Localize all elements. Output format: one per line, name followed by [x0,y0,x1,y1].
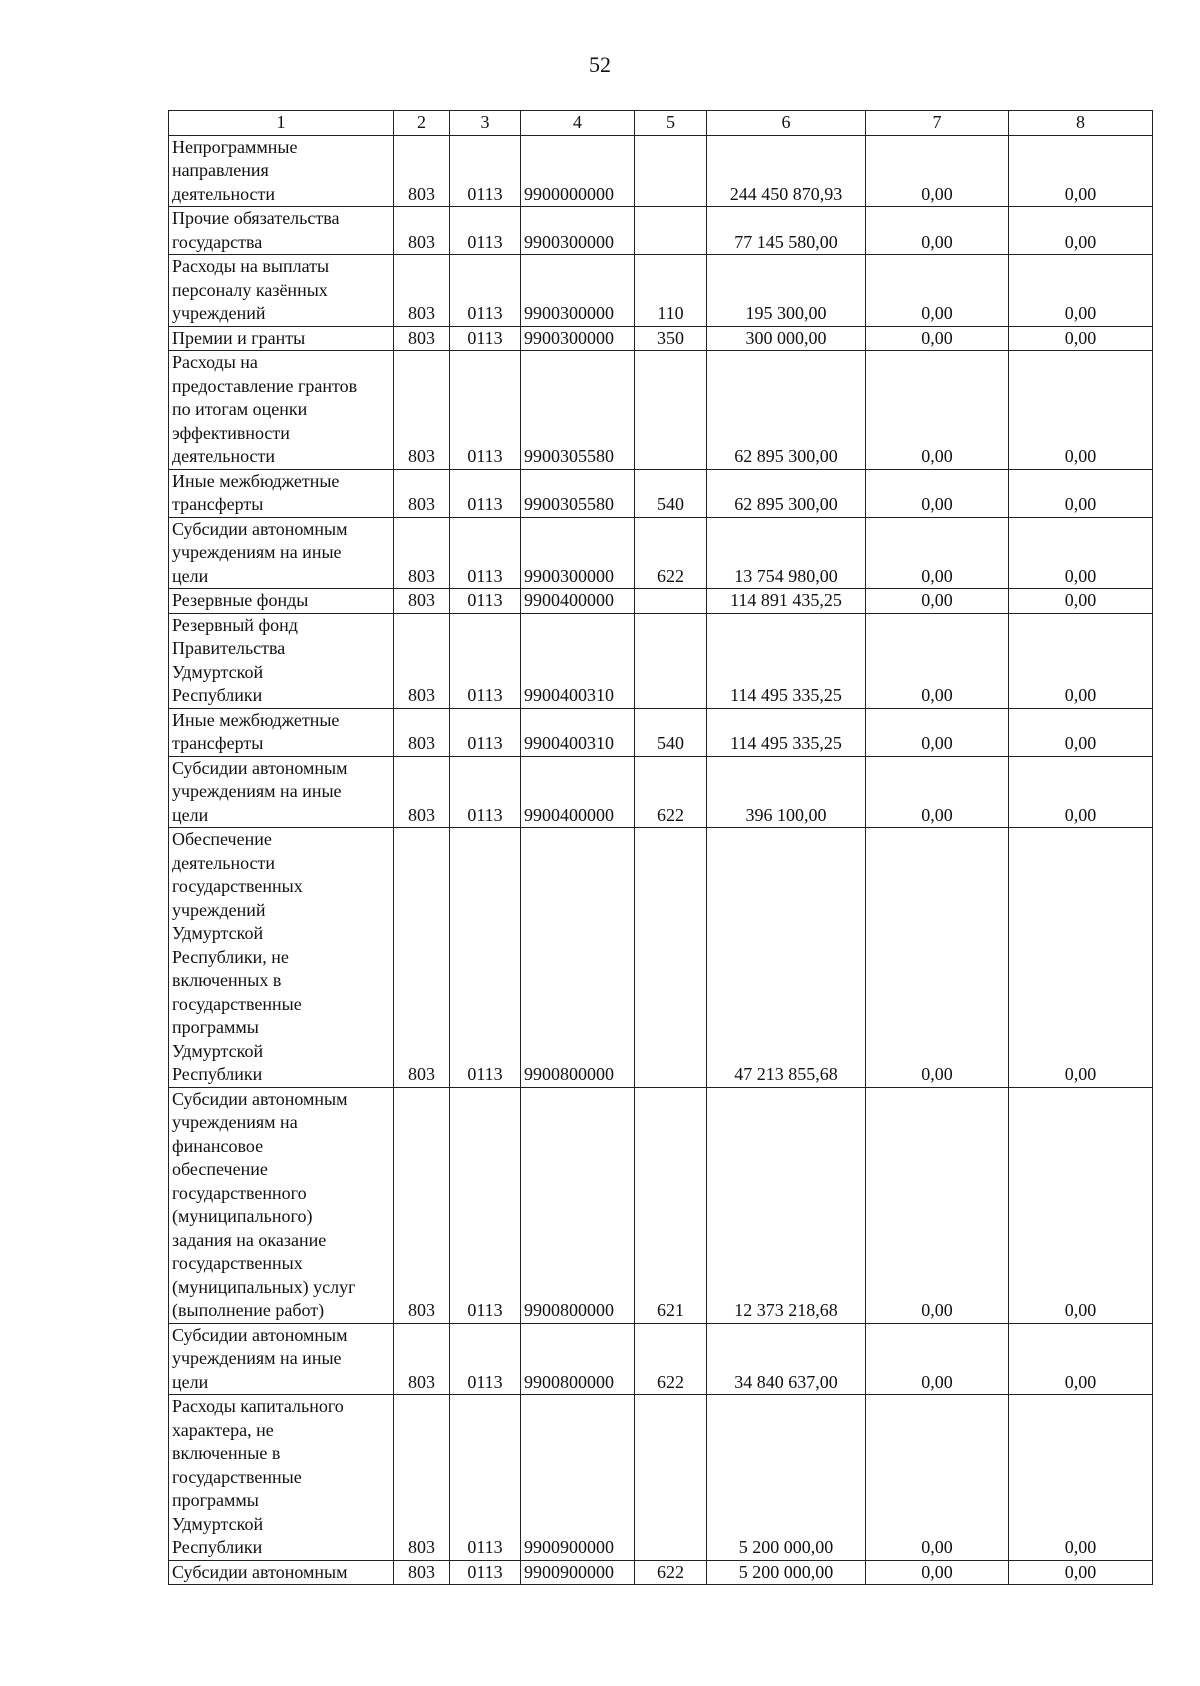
row-name-line: Республики [172,1064,263,1084]
expense-type-cell: 622 [635,1323,707,1395]
ministry-code-cell: 803 [394,517,450,589]
row-name-line: Субсидии автономным [172,1088,348,1109]
amount-cell: 0,00 [866,756,1009,828]
row-name-line: направления [172,160,269,180]
row-name-line: учреждениям на иные [172,542,342,562]
amount-cell: 0,00 [866,469,1009,517]
row-name-line: Прочие обязательства [172,208,340,228]
ministry-code-cell: 803 [394,828,450,1088]
amount-cell: 0,00 [1009,1087,1153,1323]
row-name-line: программы [172,1017,259,1037]
row-name-cell [169,1560,394,1585]
row-name-line: государственных [172,876,303,896]
ministry-code-cell: 803 [394,1560,450,1585]
table-row [169,469,1153,517]
row-name-line: (выполнение работ) [172,1300,325,1320]
amount-cell: 77 145 580,00 [707,207,866,255]
target-article-cell: 9900300000 [521,255,635,327]
amount-cell: 0,00 [866,326,1009,351]
amount-cell: 0,00 [866,517,1009,589]
amount-cell: 0,00 [1009,613,1153,708]
amount-cell: 114 891 435,25 [707,589,866,614]
row-name-line: учреждений [172,303,266,323]
ministry-code-cell: 803 [394,255,450,327]
row-name-cell [169,135,394,207]
table-body [169,135,1153,1585]
ministry-code-cell: 803 [394,207,450,255]
amount-cell: 0,00 [1009,469,1153,517]
row-name-line: (муниципальных) услуг [172,1276,356,1297]
row-name-line: учреждениям на иные [172,781,342,801]
row-name-cell [169,207,394,255]
row-name-line: эффективности [172,422,290,443]
expense-type-cell: 540 [635,708,707,756]
amount-cell: 47 213 855,68 [707,828,866,1088]
target-article-cell: 9900300000 [521,207,635,255]
amount-cell: 0,00 [866,1323,1009,1395]
amount-cell: 0,00 [866,1087,1009,1323]
row-name-line: Удмуртской [172,1040,264,1061]
amount-cell: 0,00 [1009,708,1153,756]
row-name-cell [169,1323,394,1395]
row-name-line: цели [172,1371,209,1392]
section-code-cell: 0113 [450,828,521,1088]
row-name-line: цели [172,565,209,586]
row-name-cell [169,351,394,470]
row-name-line: Непрограммные [172,136,298,157]
row-name-line: Субсидии автономным [172,518,348,539]
row-name-line: по итогам оценки [172,399,308,419]
amount-cell: 0,00 [1009,756,1153,828]
target-article-cell: 9900400310 [521,708,635,756]
target-article-cell: 9900305580 [521,351,635,470]
target-article-cell: 9900800000 [521,1087,635,1323]
section-code-cell: 0113 [450,326,521,351]
section-code-cell: 0113 [450,613,521,708]
row-name-line: характера, не [172,1419,274,1440]
section-code-cell: 0113 [450,756,521,828]
column-header: 2 [394,111,450,136]
amount-cell: 195 300,00 [707,255,866,327]
row-name-line: задания на оказание [172,1229,327,1250]
column-header: 8 [1009,111,1153,136]
amount-cell: 13 754 980,00 [707,517,866,589]
amount-cell: 0,00 [1009,135,1153,207]
column-header: 6 [707,111,866,136]
column-header: 5 [635,111,707,136]
expense-type-cell [635,613,707,708]
column-header: 3 [450,111,521,136]
section-code-cell: 0113 [450,708,521,756]
row-name-line: Иные межбюджетные [172,709,340,730]
row-name-line: Субсидии автономным [172,1561,348,1582]
ministry-code-cell: 803 [394,1087,450,1323]
amount-cell: 0,00 [866,1395,1009,1561]
row-name-line: Удмуртской [172,923,264,943]
row-name-line: деятельности [172,852,276,873]
row-name-cell [169,326,394,351]
row-name-line: Расходы капитального [172,1396,344,1416]
expense-type-cell: 622 [635,1560,707,1585]
amount-cell: 0,00 [866,828,1009,1088]
row-name-cell [169,756,394,828]
amount-cell: 0,00 [866,255,1009,327]
table-row [169,517,1153,589]
target-article-cell: 9900300000 [521,517,635,589]
column-header: 7 [866,111,1009,136]
row-name-line: Обеспечение [172,829,272,849]
amount-cell: 0,00 [1009,1560,1153,1585]
row-name-line: (муниципального) [172,1206,313,1226]
row-name-cell [169,708,394,756]
amount-cell: 12 373 218,68 [707,1087,866,1323]
row-name-line: Премии и гранты [172,327,306,348]
expense-type-cell: 622 [635,517,707,589]
row-name-line: государственные [172,993,302,1014]
amount-cell: 0,00 [866,135,1009,207]
row-name-line: Удмуртской [172,661,264,682]
row-name-line: персоналу казённых [172,279,328,300]
section-code-cell: 0113 [450,1087,521,1323]
row-name-line: Удмуртской [172,1513,264,1534]
row-name-line: государственные [172,1466,302,1487]
expense-type-cell [635,589,707,614]
expense-type-cell: 350 [635,326,707,351]
ministry-code-cell: 803 [394,613,450,708]
page-number: 52 [589,52,611,77]
ministry-code-cell: 803 [394,1395,450,1561]
row-name-line: Субсидии автономным [172,1324,348,1345]
row-name-line: Республики [172,1537,263,1557]
row-name-line: трансферты [172,733,264,753]
row-name-line: государственного [172,1182,307,1203]
amount-cell: 0,00 [1009,1323,1153,1395]
row-name-line: обеспечение [172,1159,268,1179]
row-name-line: деятельности [172,446,276,466]
table-row [169,708,1153,756]
target-article-cell: 9900800000 [521,1323,635,1395]
expense-type-cell: 622 [635,756,707,828]
section-code-cell: 0113 [450,1323,521,1395]
amount-cell: 0,00 [866,589,1009,614]
row-name-line: финансовое [172,1135,264,1156]
amount-cell: 0,00 [1009,351,1153,470]
row-name-line: государства [172,231,263,252]
expense-type-cell [635,135,707,207]
row-name-line: учреждений [172,899,266,920]
target-article-cell: 9900400310 [521,613,635,708]
amount-cell: 0,00 [866,613,1009,708]
budget-table [168,110,1153,1585]
amount-cell: 0,00 [1009,255,1153,327]
section-code-cell: 0113 [450,1560,521,1585]
ministry-code-cell: 803 [394,351,450,470]
row-name-line: предоставление грантов [172,375,358,396]
amount-cell: 0,00 [1009,207,1153,255]
target-article-cell: 9900000000 [521,135,635,207]
column-number-row [169,111,1153,136]
target-article-cell: 9900400000 [521,756,635,828]
target-article-cell: 9900300000 [521,326,635,351]
target-article-cell: 9900305580 [521,469,635,517]
row-name-line: государственных [172,1253,303,1273]
amount-cell: 0,00 [866,207,1009,255]
column-header: 4 [521,111,635,136]
amount-cell: 114 495 335,25 [707,613,866,708]
column-header: 1 [169,111,394,136]
row-name-line: трансферты [172,494,264,514]
amount-cell: 0,00 [1009,517,1153,589]
section-code-cell: 0113 [450,517,521,589]
table-row [169,1560,1153,1585]
row-name-line: включенных в [172,970,282,990]
table-row [169,613,1153,708]
section-code-cell: 0113 [450,255,521,327]
amount-cell: 62 895 300,00 [707,469,866,517]
expense-type-cell: 621 [635,1087,707,1323]
table-row [169,135,1153,207]
row-name-cell [169,589,394,614]
ministry-code-cell: 803 [394,469,450,517]
row-name-line: Расходы на выплаты [172,256,330,276]
table-row [169,326,1153,351]
amount-cell: 114 495 335,25 [707,708,866,756]
row-name-line: учреждениям на иные [172,1348,342,1368]
amount-cell: 0,00 [866,708,1009,756]
expense-type-cell: 540 [635,469,707,517]
row-name-line: учреждениям на [172,1112,298,1132]
row-name-cell [169,828,394,1088]
row-name-line: Республики, не [172,946,289,967]
amount-cell: 34 840 637,00 [707,1323,866,1395]
amount-cell: 244 450 870,93 [707,135,866,207]
expense-type-cell [635,1395,707,1561]
row-name-line: Субсидии автономным [172,757,348,778]
amount-cell: 5 200 000,00 [707,1560,866,1585]
section-code-cell: 0113 [450,469,521,517]
table-row [169,828,1153,1088]
amount-cell: 300 000,00 [707,326,866,351]
expense-type-cell [635,351,707,470]
row-name-line: Расходы на [172,352,258,372]
amount-cell: 62 895 300,00 [707,351,866,470]
expense-type-cell: 110 [635,255,707,327]
ministry-code-cell: 803 [394,1323,450,1395]
row-name-line: включенные в [172,1443,281,1463]
amount-cell: 0,00 [1009,1395,1153,1561]
ministry-code-cell: 803 [394,326,450,351]
amount-cell: 0,00 [866,351,1009,470]
row-name-line: Правительства [172,638,286,658]
row-name-cell [169,255,394,327]
amount-cell: 0,00 [1009,589,1153,614]
section-code-cell: 0113 [450,589,521,614]
target-article-cell: 9900800000 [521,828,635,1088]
section-code-cell: 0113 [450,351,521,470]
row-name-cell [169,1087,394,1323]
row-name-cell [169,613,394,708]
amount-cell: 396 100,00 [707,756,866,828]
section-code-cell: 0113 [450,207,521,255]
ministry-code-cell: 803 [394,589,450,614]
section-code-cell: 0113 [450,135,521,207]
table-row [169,207,1153,255]
row-name-line: Резервный фонд [172,614,298,635]
target-article-cell: 9900400000 [521,589,635,614]
table-row [169,255,1153,327]
row-name-cell [169,517,394,589]
row-name-line: Резервные фонды [172,590,309,610]
table-row [169,589,1153,614]
expense-type-cell [635,207,707,255]
row-name-line: Иные межбюджетные [172,470,340,491]
table-row [169,351,1153,470]
table-row [169,756,1153,828]
target-article-cell: 9900900000 [521,1560,635,1585]
row-name-line: деятельности [172,183,276,204]
target-article-cell: 9900900000 [521,1395,635,1561]
row-name-line: цели [172,804,209,825]
amount-cell: 5 200 000,00 [707,1395,866,1561]
amount-cell: 0,00 [866,1560,1009,1585]
row-name-cell [169,469,394,517]
row-name-line: программы [172,1490,259,1510]
table-row [169,1087,1153,1323]
amount-cell: 0,00 [1009,828,1153,1088]
ministry-code-cell: 803 [394,708,450,756]
table-row [169,1323,1153,1395]
section-code-cell: 0113 [450,1395,521,1561]
row-name-cell [169,1395,394,1561]
ministry-code-cell: 803 [394,756,450,828]
table-row [169,1395,1153,1561]
row-name-line: Республики [172,685,263,705]
expense-type-cell [635,828,707,1088]
amount-cell: 0,00 [1009,326,1153,351]
ministry-code-cell: 803 [394,135,450,207]
